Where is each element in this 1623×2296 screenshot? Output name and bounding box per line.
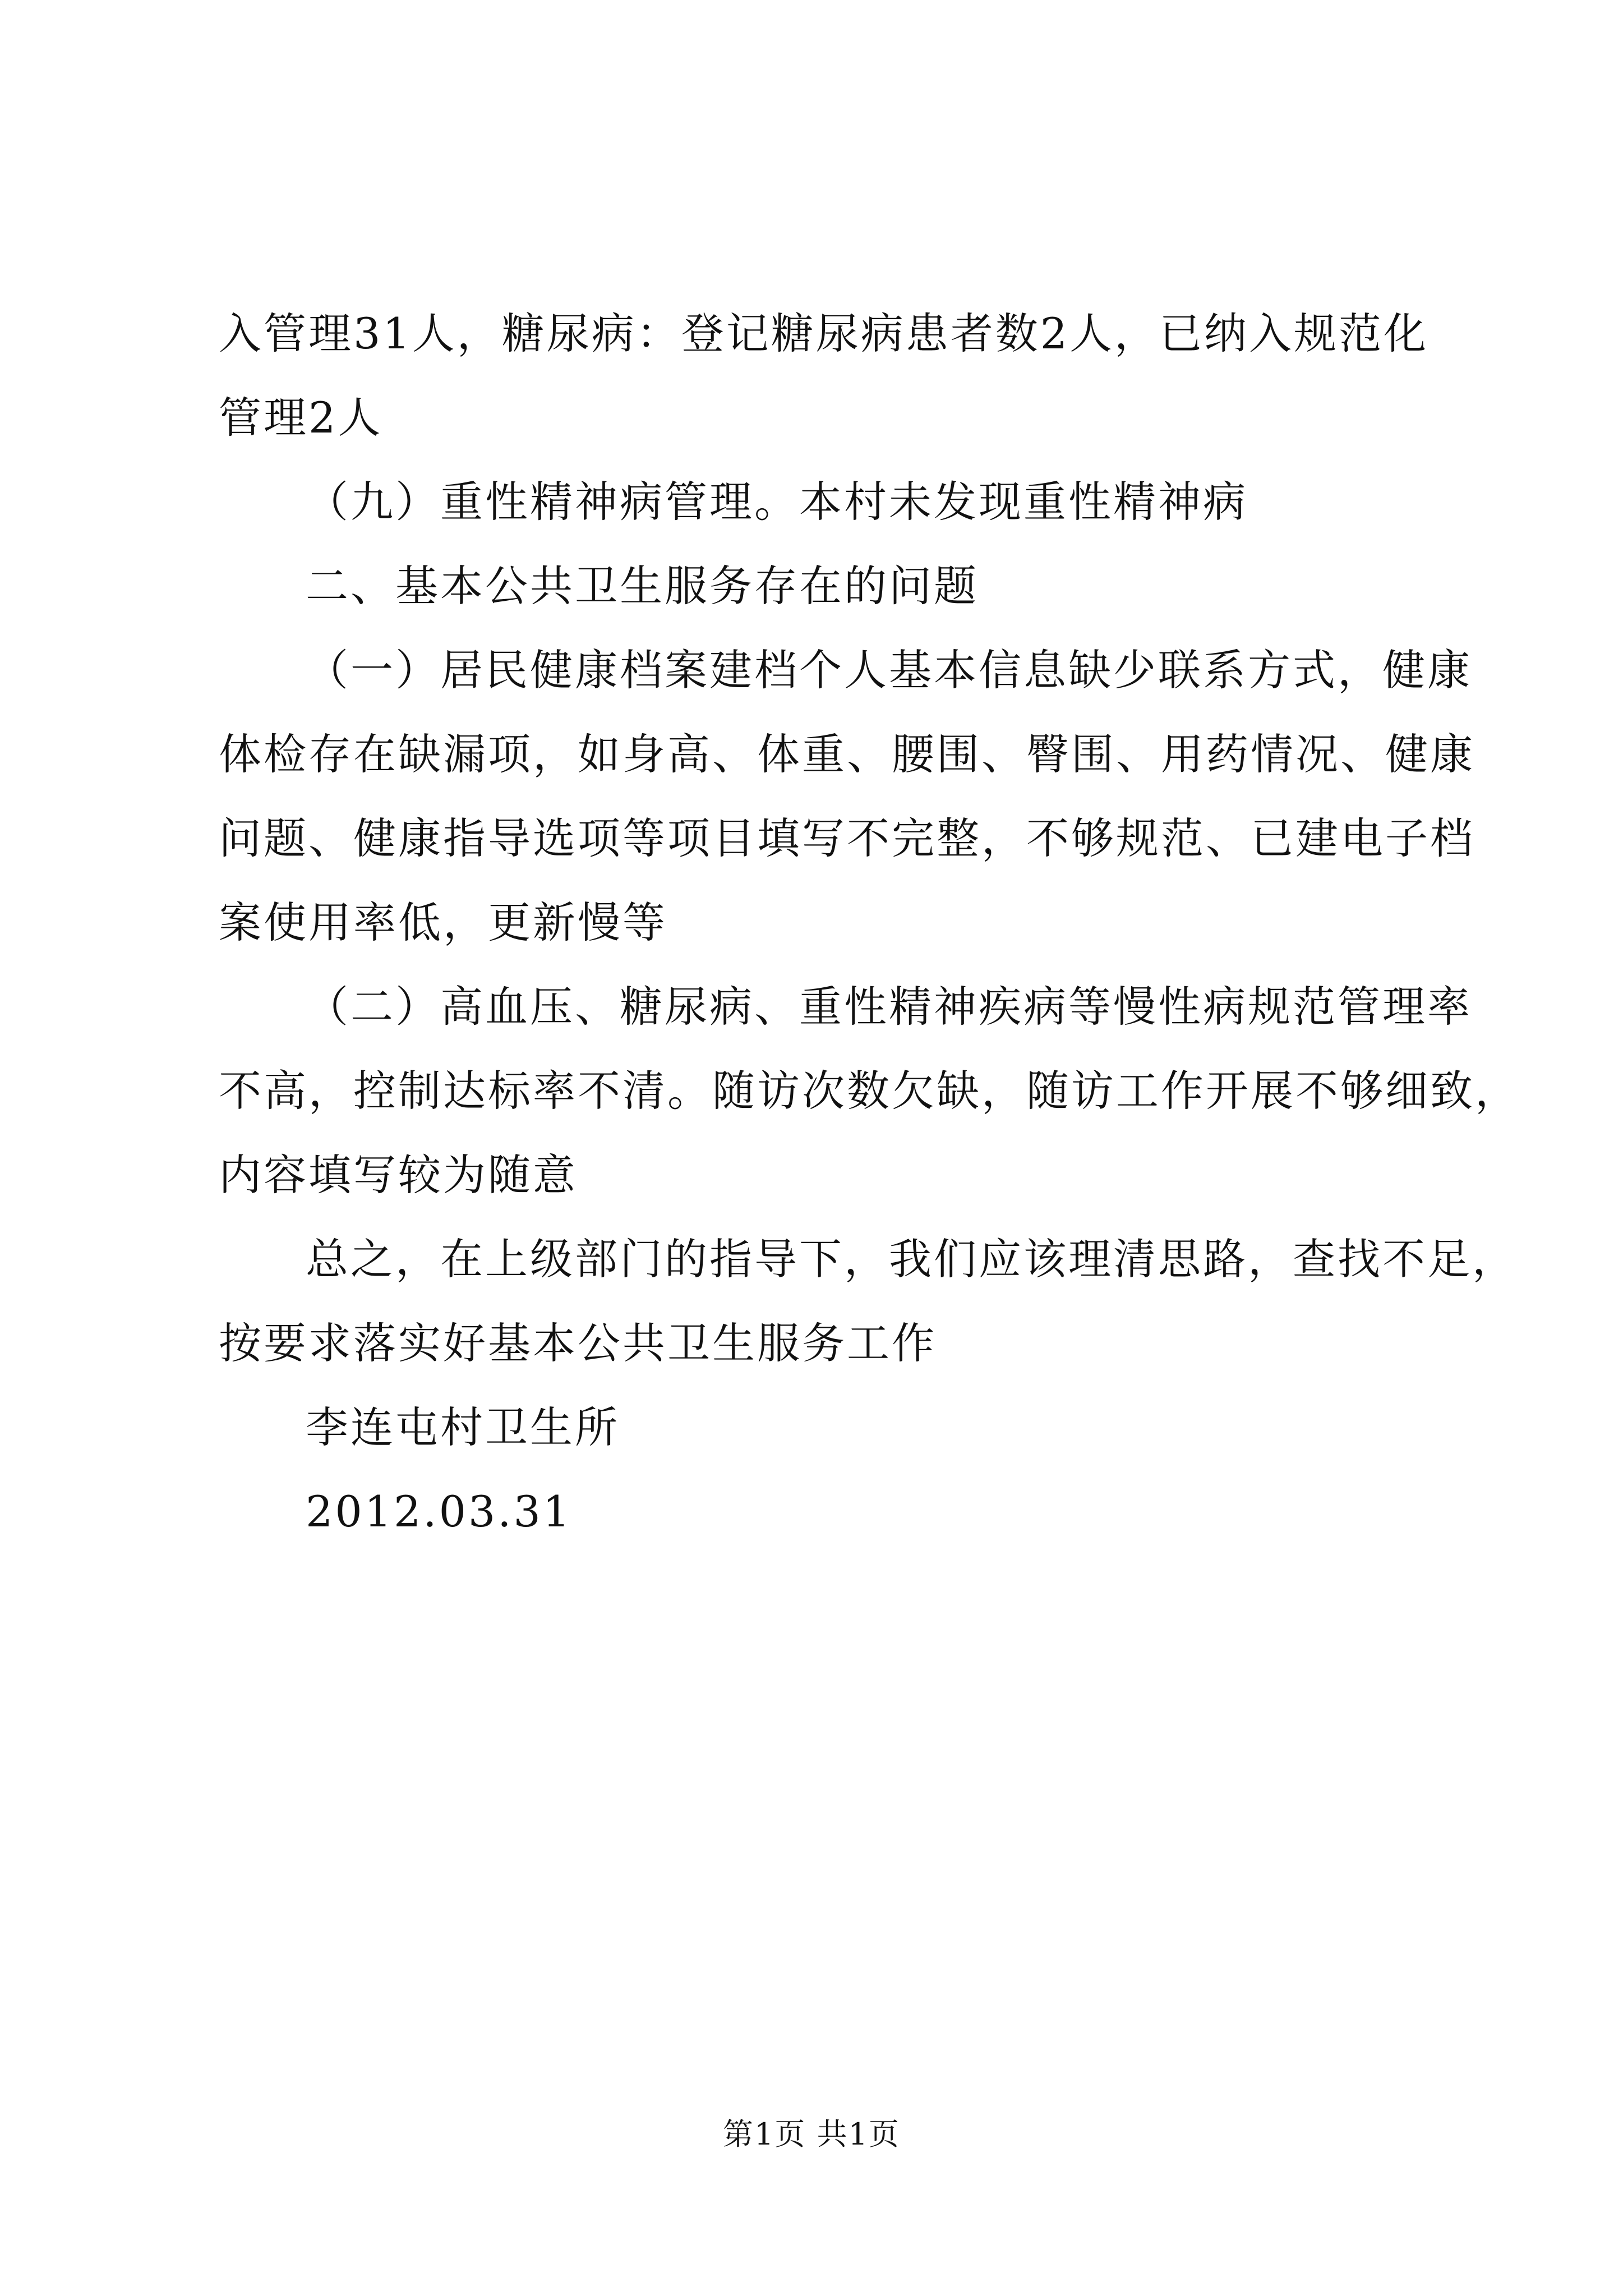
body-line: 问题、健康指导选项等项目填写不完整，不够规范、已建电子档	[219, 813, 1475, 863]
conclusion-line: 按要求落实好基本公共卫生服务工作	[219, 1318, 937, 1368]
body-line: 管理2人	[219, 393, 383, 443]
body-line: 案使用率低，更新慢等	[219, 898, 667, 947]
signature-date: 2012.03.31	[306, 1487, 573, 1536]
body-line: 内容填写较为随意	[219, 1150, 578, 1200]
body-line: 入管理31人，糖尿病：登记糖尿病患者数2人，已纳入规范化	[219, 309, 1429, 358]
page-footer: 第1页 共1页	[723, 2116, 900, 2152]
section-heading-problems: 二、基本公共卫生服务存在的问题	[306, 561, 979, 611]
body-line: 不高，控制达标率不清。随访次数欠缺，随访工作开展不够细致，	[219, 1066, 1520, 1116]
signature-organization: 李连屯村卫生所	[306, 1402, 620, 1452]
conclusion-line: 总之，在上级部门的指导下，我们应该理清思路，查找不足，	[306, 1234, 1517, 1284]
body-line: （一）居民健康档案建档个人基本信息缺少联系方式，健康	[306, 645, 1472, 695]
section-heading-nine: （九）重性精神病管理。本村未发现重性精神病	[306, 477, 1248, 527]
body-line: 体检存在缺漏项，如身高、体重、腰围、臀围、用药情况、健康	[219, 729, 1475, 779]
body-line: （二）高血压、糖尿病、重性精神疾病等慢性病规范管理率	[306, 982, 1472, 1032]
